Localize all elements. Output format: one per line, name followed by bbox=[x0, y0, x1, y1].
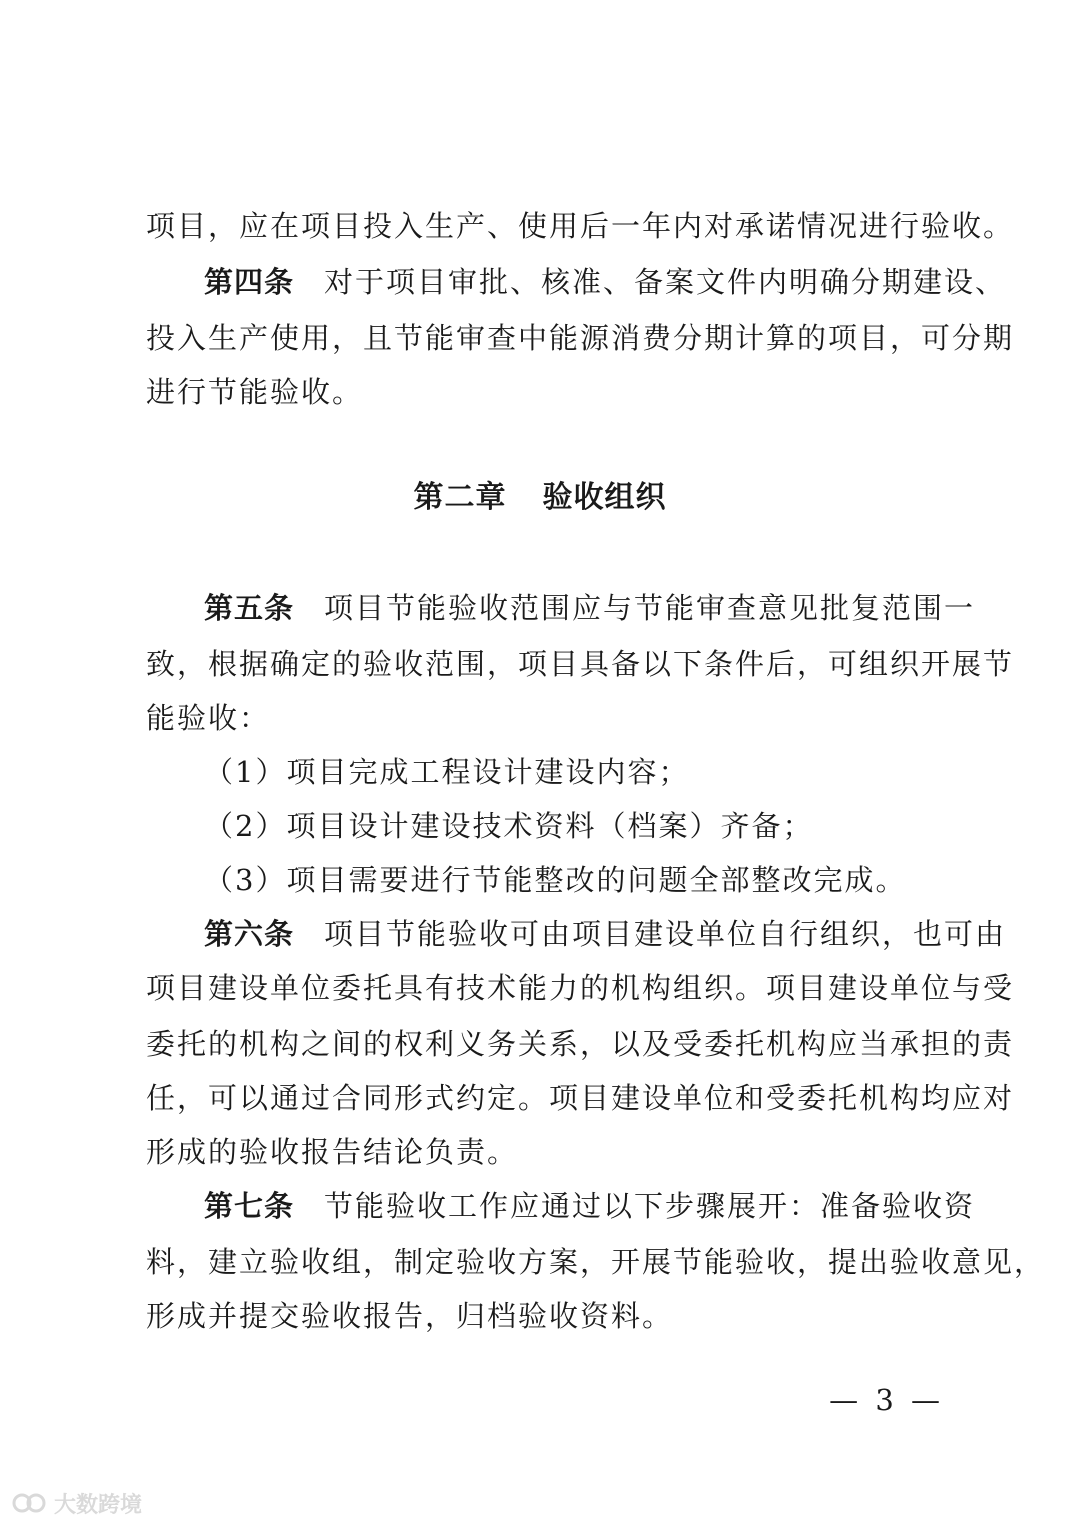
article-4-label: 第四条 bbox=[204, 265, 295, 299]
condition-item-1: （1）项目完成工程设计建设内容； bbox=[204, 755, 690, 789]
article-6-line-2: 项目建设单位委托具有技术能力的机构组织。项目建设单位与受 bbox=[146, 971, 1015, 1005]
article-7-line-3: 形成并提交验收报告，归档验收资料。 bbox=[146, 1299, 674, 1333]
article-6-line-3: 委托的机构之间的权利义务关系，以及受委托机构应当承担的责 bbox=[146, 1027, 1015, 1061]
article-5-label: 第五条 bbox=[204, 591, 295, 625]
article-7-line-2: 料，建立验收组，制定验收方案，开展节能验收，提出验收意见， bbox=[146, 1245, 1046, 1279]
article-5-line-3: 能验收： bbox=[146, 701, 271, 735]
condition-item-2: （2）项目设计建设技术资料（档案）齐备； bbox=[204, 809, 814, 843]
article-7-text-1: 节能验收工作应通过以下步骤展开：准备验收资 bbox=[324, 1189, 976, 1223]
article-4-line-3: 进行节能验收。 bbox=[146, 375, 364, 409]
article-6-label: 第六条 bbox=[204, 917, 295, 951]
article-4-text-1: 对于项目审批、核准、备案文件内明确分期建设、 bbox=[324, 265, 1007, 299]
article-6-line-1 bbox=[204, 914, 1007, 954]
article-6-line-4: 任，可以通过合同形式约定。项目建设单位和受委托机构均应对 bbox=[146, 1081, 1015, 1115]
chapter-number: 第二章 bbox=[413, 480, 507, 515]
watermark-text: 大数跨境 bbox=[54, 1492, 143, 1518]
article-7-line-1 bbox=[204, 1186, 976, 1226]
article-5-text-1: 项目节能验收范围应与节能审查意见批复范围一 bbox=[324, 591, 976, 625]
article-4-line-2: 投入生产使用，且节能审查中能源消费分期计算的项目，可分期 bbox=[146, 321, 1015, 355]
chapter-title: 验收组织 bbox=[542, 480, 667, 515]
article-6-text-1: 项目节能验收可由项目建设单位自行组织，也可由 bbox=[324, 917, 1007, 951]
paragraph-line: 项目，应在项目投入生产、使用后一年内对承诺情况进行验收。 bbox=[146, 209, 1015, 243]
article-7-label: 第七条 bbox=[204, 1189, 295, 1223]
page-number: — 3 — bbox=[829, 1383, 944, 1417]
condition-item-3: （3）项目需要进行节能整改的问题全部整改完成。 bbox=[204, 863, 907, 897]
article-5-line-2: 致，根据确定的验收范围，项目具备以下条件后，可组织开展节 bbox=[146, 647, 1015, 681]
chapter-heading bbox=[0, 478, 1080, 518]
watermark-logo-icon bbox=[12, 1491, 48, 1515]
article-4-line-1 bbox=[204, 262, 1007, 302]
watermark bbox=[12, 1488, 142, 1518]
article-5-line-1 bbox=[204, 588, 976, 628]
article-6-line-5: 形成的验收报告结论负责。 bbox=[146, 1135, 519, 1169]
